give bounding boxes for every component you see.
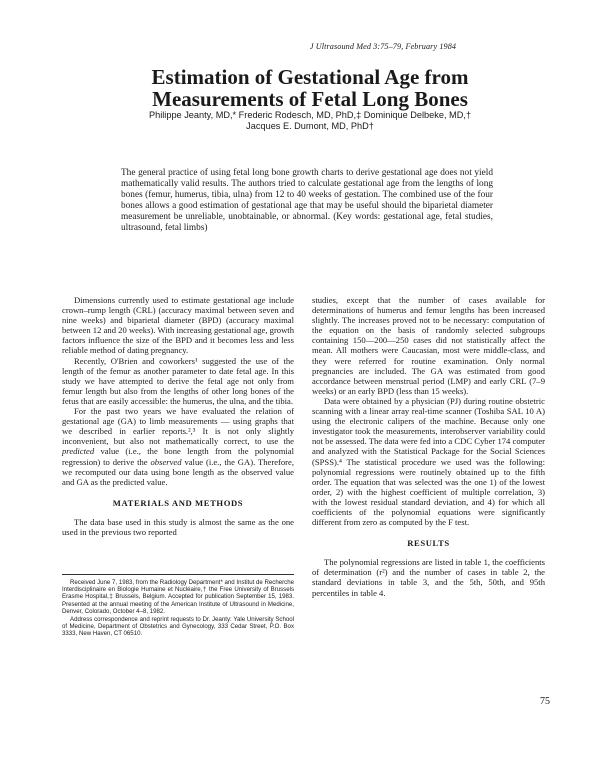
observed-emphasis: observed	[150, 456, 182, 467]
intro-paragraph-3	[62, 406, 294, 487]
footnote-correspondence: Address correspondence and reprint requests to Dr. Jeanty: Yale University School of Medicine, Department of Obstetrics and Gynecology, 333 Cedar Street, P.O. Box 3333, New Haven, CT 06510.	[62, 616, 294, 638]
title-line-2: Measurements of Fetal Long Bones	[152, 87, 468, 111]
intro-paragraph-3-part-a: For the past two years we have evaluated the relation of gestational age (GA) to limb measurements — using graphs that we described in earlier reports.²,³ It is not only slightly inconvenient, but also not mathematically correct, to use the	[62, 406, 294, 447]
intro-paragraph-1: Dimensions currently used to estimate gestational age include crown–rump length (CRL) (accuracy maximal between seven and nine weeks) and biparietal diameter (BPD) (accuracy maximal between 12 and 20 weeks). With increasing gestational age, growth factors influence the size of the BPD and it becomes less and less reliable method of dating pregnancy.	[62, 295, 294, 356]
intro-paragraph-3-part-b: value (i.e., the bone length from the polynomial regression) to derive the	[62, 446, 294, 467]
footnote-divider	[62, 574, 294, 575]
left-column	[62, 295, 294, 537]
results-paragraph-1: The polynomial regressions are listed in table 1, the coefficients of determination (r²) and the number of cases in table 2, the standard deviations in table 3, and the 5th, 50th, and 95th percentiles in table 4.	[312, 557, 545, 598]
authors-line-2: Jacques E. Dumont, MD, PhD†	[246, 121, 374, 131]
methods-paragraph-1: The data base used in this study is almost the same as the one used in the previous two reported	[62, 516, 294, 537]
article-title	[90, 66, 530, 110]
abstract: The general practice of using fetal long bone growth charts to derive gestational age does not yield mathematically valid results. The authors tried to calculate gestational age from the lengths of long bones (femur, humerus, tibia, ulna) from 12 to 40 weeks of gestation. The combined use of the four bones allows a good estimation of gestational age that may be useful should the biparietal diameter measurement be unreliable, unobtainable, or abnormal. (Key words: gestational age, fetal studies, ultrasound, fetal limbs)	[121, 168, 493, 234]
methods-paragraph-2: studies, except that the number of cases available for determinations of humerus and femur lengths has been increased slightly. The increases proved not to be necessary: computation of the equation on the basis of randomly selected subgroups containing 150—200—250 cases did not statistically affect the mean. All mothers were Caucasian, most were middle-class, and they were referred for routine examination. Only normal pregnancies are included. The GA was estimated from good accordance between menstrual period (LMP) and early CRL (7–9 weeks) or an early BPD (less than 15 weeks).	[312, 295, 545, 396]
title-line-1: Estimation of Gestational Age from	[151, 65, 469, 89]
methods-paragraph-3: Data were obtained by a physician (PJ) during routine obstetric scanning with a linear array real-time scanner (Toshiba SAL 10 A) using the electronic calipers of the machine. Because only one investigator took the measurements, interobserver variability could not be assessed. The data were fed into a CDC Cyber 174 computer and analyzed with the Statistical Package for the Social Sciences (SPSS).⁴ The statistical procedure we used was the following: polynomial regressions were routinely obtained up to the fifth order. The equation that was selected was the one 1) of the lowest order, 2) with the highest coefficient of multiple correlation, 3) with the lowest residual standard deviation, and 4) for which all coefficients of the polynomial equations were significantly different from zero as computed by the F test.	[312, 395, 545, 528]
footnote	[62, 579, 294, 639]
author-list	[110, 110, 510, 132]
right-column	[312, 295, 545, 598]
intro-paragraph-2: Recently, O'Brien and coworkers¹ suggested the use of the length of the femur as another parameter to date fetal age. In this study we have attempted to derive the fetal age not only from femur length but also from the lengths of other long bones of the fetus that are easily accessible: the humerus, the ulna, and the tibia.	[62, 355, 294, 406]
methods-heading: MATERIALS AND METHODS	[112, 497, 244, 508]
authors-line-1: Philippe Jeanty, MD,* Frederic Rodesch, MD, PhD,‡ Dominique Delbeke, MD,†	[148, 110, 472, 120]
page-number: 75	[540, 696, 550, 707]
intro-paragraph-3-part-c: value (i.e., the GA). Therefore, we recomputed our data using bone length as the observed value and GA as the predicted value.	[62, 456, 294, 487]
predicted-emphasis: predicted	[62, 446, 95, 457]
results-heading: RESULTS	[407, 538, 450, 549]
journal-citation: J Ultrasound Med 3:75–79, February 1984	[309, 42, 457, 51]
footnote-received: Received June 7, 1983, from the Radiology Department* and Institut de Recherche Interdisciplinaire en Biologie Humaine et Nucléaire,† the Free University of Brussels Erasme Hospital,‡ Brussels, Belgium. Accepted for publication September 15, 1983. Presented at the annual meeting of the American Institute of Ultrasound in Medicine, Denver, Colorado, October 4–8, 1982.	[62, 579, 294, 615]
